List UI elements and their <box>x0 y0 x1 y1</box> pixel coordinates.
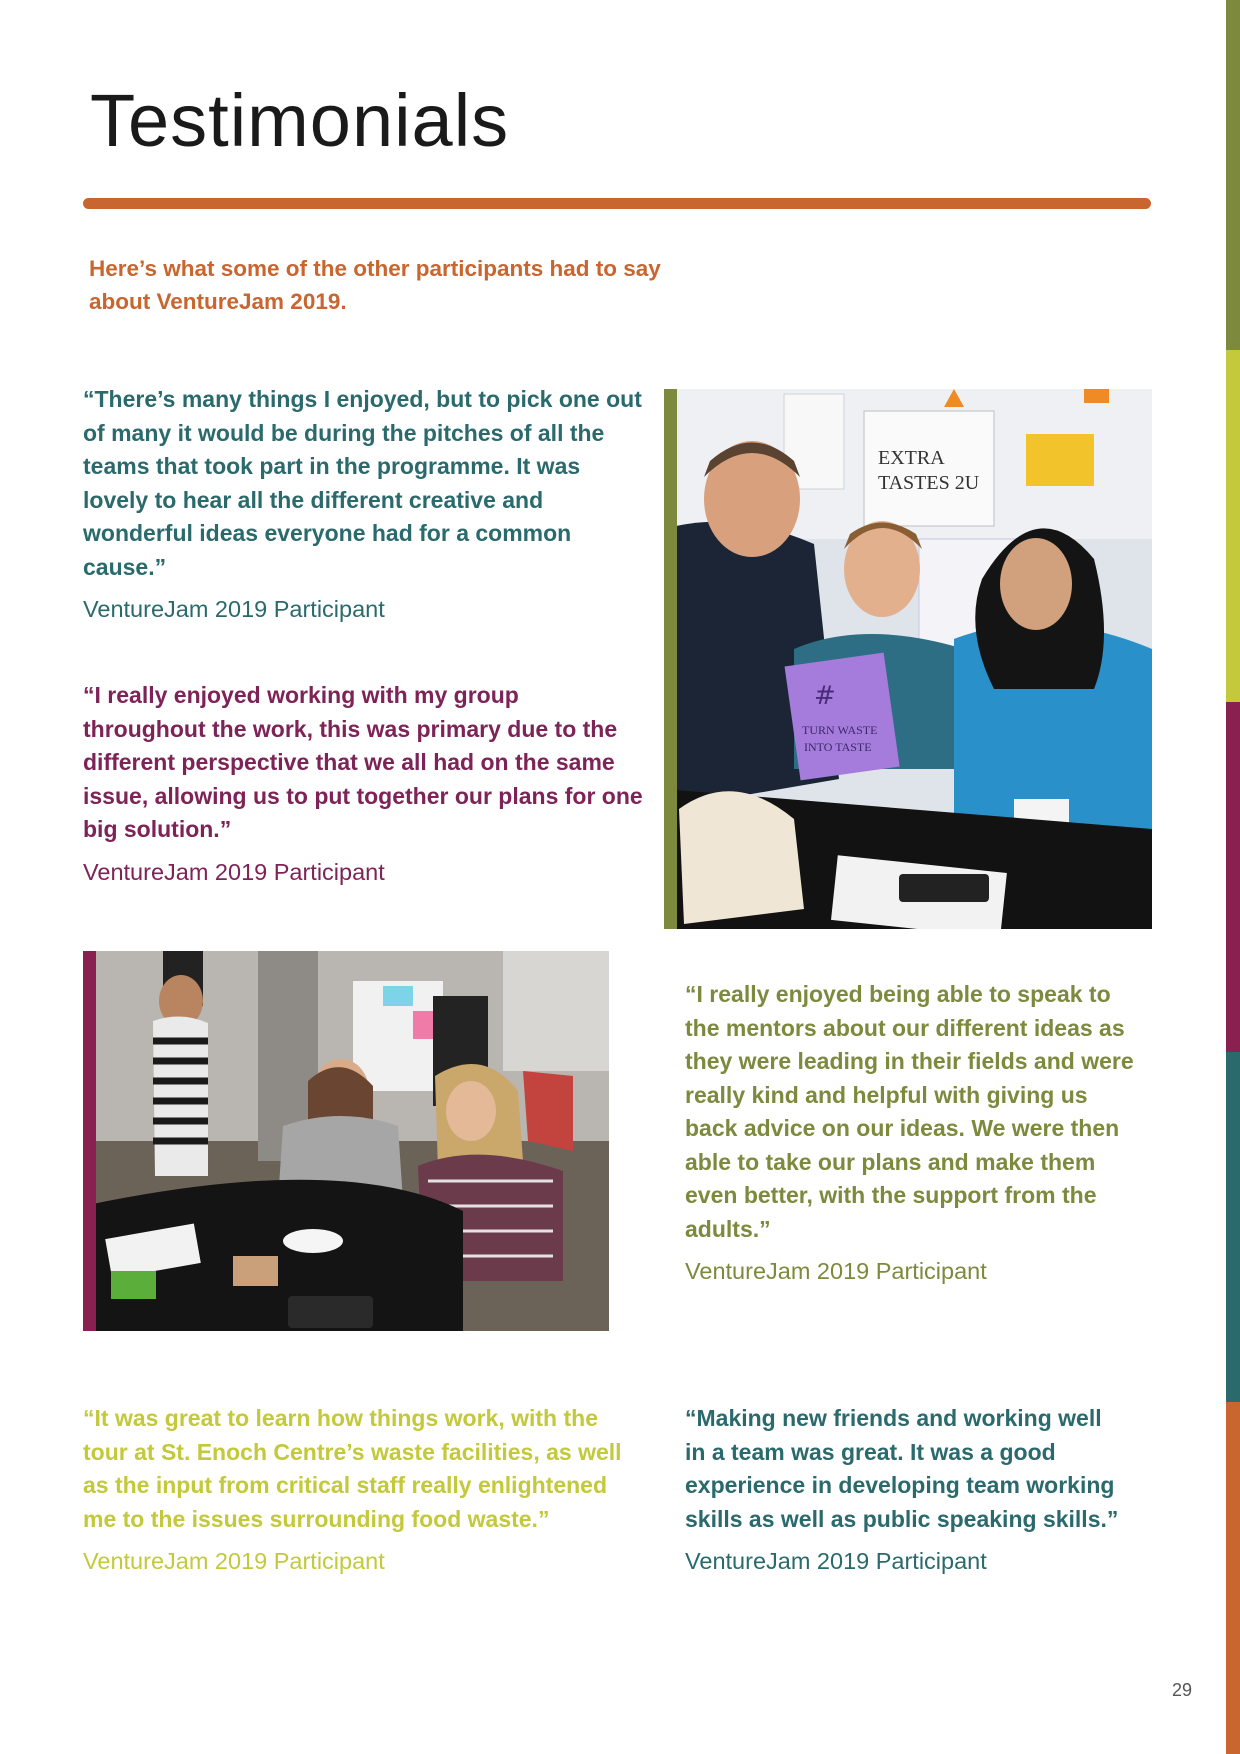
page-number: 29 <box>1171 1680 1192 1700</box>
testimonial-5 <box>685 1402 1125 1576</box>
testimonial-quote: “It was great to learn how things work, with the tour at St. Enoch Centre’s waste facilities, as well as the input from critical staff really enlightened me to the issues surrounding food waste.” <box>83 1405 622 1532</box>
testimonial-quote: “I really enjoyed working with my group throughout the work, this was primary due to the different perspective that we all had on the same issue, allowing us to put together our plans for one big solution.” <box>83 682 643 842</box>
testimonial-attribution: VentureJam 2019 Participant <box>83 596 385 622</box>
side-bar-segment-plum <box>1226 702 1240 1052</box>
side-color-bar <box>1226 0 1240 1754</box>
testimonial-quote: “Making new friends and working well in a team was great. It was a good experience in developing team working skills as well as public speaking skills.” <box>685 1405 1119 1532</box>
testimonial-3 <box>685 978 1145 1286</box>
sign-line-1: EXTRA <box>878 447 945 469</box>
booklet-line-1: TURN WASTE <box>802 723 878 737</box>
photo-participants-working <box>83 951 609 1331</box>
testimonial-attribution: VentureJam 2019 Participant <box>685 1258 987 1284</box>
intro-text: Here’s what some of the other participants had to say about VentureJam 2019. <box>89 256 661 314</box>
side-bar-segment-lime <box>1226 350 1240 702</box>
side-bar-segment-teal <box>1226 1052 1240 1402</box>
testimonial-attribution: VentureJam 2019 Participant <box>685 1548 987 1574</box>
testimonial-4 <box>83 1402 643 1576</box>
photo-accent-bar <box>83 951 96 1331</box>
page-title: Testimonials <box>90 79 510 162</box>
sign-line-2: TASTES 2U <box>878 472 980 494</box>
testimonial-attribution: VentureJam 2019 Participant <box>83 858 385 885</box>
testimonial-2 <box>83 679 643 887</box>
photo-accent-bar <box>664 389 677 929</box>
booklet-line-2: INTO TASTE <box>804 740 872 754</box>
side-bar-segment-olive <box>1226 0 1240 350</box>
photo-participants-illustration <box>664 389 1152 929</box>
photo-workshop-illustration <box>83 951 609 1331</box>
title-rule <box>83 198 1151 209</box>
testimonial-quote: “I really enjoyed being able to speak to the mentors about our different ideas as they were leading in their fields and were really kind and helpful with giving us back advice on our ideas. We were then able to take our plans and make them even better, with the support from the adults.” <box>685 981 1134 1242</box>
testimonial-attribution: VentureJam 2019 Participant <box>83 1548 385 1574</box>
side-bar-segment-orange <box>1226 1402 1240 1754</box>
photo-participants-group <box>664 389 1152 929</box>
testimonial-quote: “There’s many things I enjoyed, but to pick one out of many it would be during the pitches of all the teams that took part in the programme. It was lovely to hear all the different creative and wonderful ideas everyone had for a common cause.” <box>83 386 642 580</box>
booklet-hash: # <box>814 681 836 711</box>
testimonial-1 <box>83 383 643 624</box>
